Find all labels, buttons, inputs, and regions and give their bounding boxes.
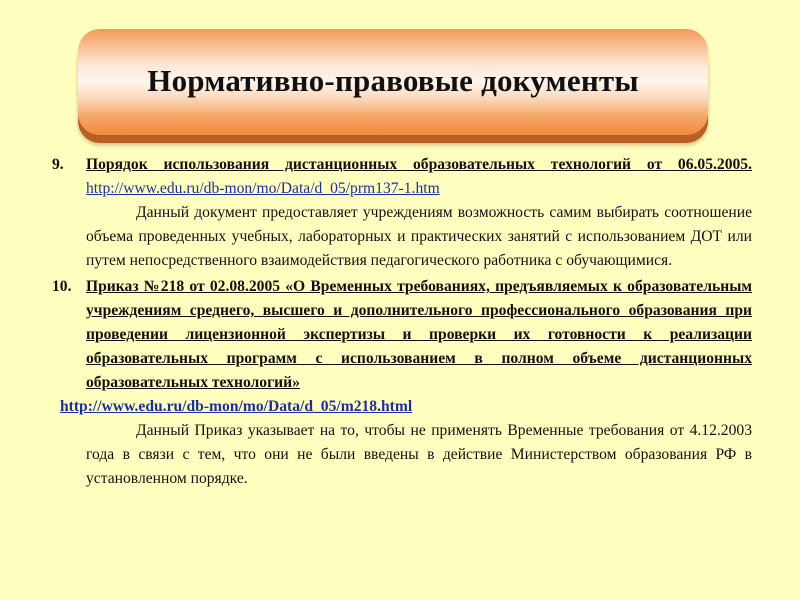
item-10-paragraph: Данный Приказ указывает на то, чтобы не применять Временные требования от 4.12.2003 года в связи с тем, что они не были введены в действие Министерством образования РФ в установленном порядке. (86, 422, 752, 487)
title-banner (78, 29, 708, 135)
item-10-heading: Приказ №218 от 02.08.2005 «О Временных требованиях, предъявляемых к образовательным учреждениям среднего, высшего и дополнительного профессионального образования при проведении лицензионной экспертизы и проверки их готовности к реализации образовательных программ с использованием в полном объеме дистанционных образовательных технологий» (86, 278, 752, 391)
item-9-paragraph: Данный документ предоставляет учреждениям возможность самим выбирать соотношение объема проведенных учебных, лабораторных и практических занятий с использованием ДОТ или путем непосредственного взаимодействия педагогического работника с обучающимися. (86, 204, 752, 269)
slide-title: Нормативно-правовые документы (147, 63, 639, 98)
item-10-number: 10. (52, 278, 72, 295)
list-item-9 (52, 153, 752, 201)
item-9-heading: Порядок использования дистанционных образовательных технологий от 06.05.2005. (86, 156, 752, 173)
item-10-link[interactable]: http://www.edu.ru/db-mon/mo/Data/d_05/m218.html (60, 398, 413, 415)
slide-content (52, 153, 752, 491)
item-9-number: 9. (52, 156, 64, 173)
item-10-link-line (52, 395, 752, 419)
list-item-10 (52, 275, 752, 395)
item-9-link[interactable]: http://www.edu.ru/db-mon/mo/Data/d_05/prm137-1.htm (86, 180, 440, 197)
